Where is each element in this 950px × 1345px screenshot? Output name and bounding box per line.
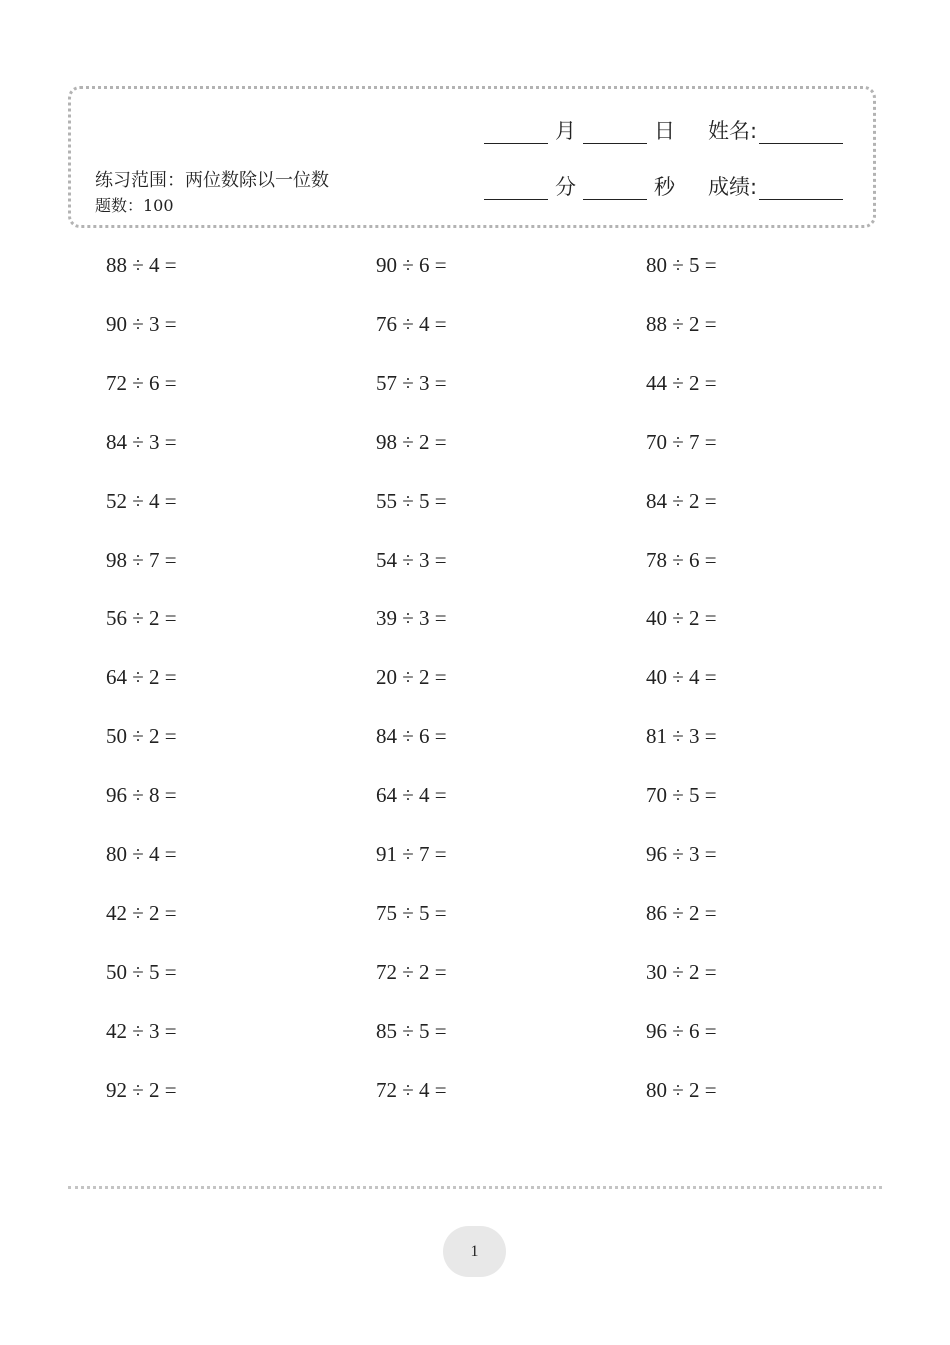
problem-item: 96 ÷ 8 = [106, 783, 177, 808]
minute-blank[interactable] [484, 177, 548, 200]
problem-item: 70 ÷ 5 = [646, 783, 717, 808]
month-blank[interactable] [484, 121, 548, 144]
problem-item: 98 ÷ 2 = [376, 429, 447, 454]
day-blank[interactable] [583, 121, 647, 144]
page-number-badge [443, 1226, 506, 1277]
count-label: 题数：100 [95, 196, 174, 215]
problem-item: 84 ÷ 6 = [376, 724, 447, 749]
problem-item: 80 ÷ 2 = [646, 1077, 717, 1102]
problem-item: 75 ÷ 5 = [376, 900, 447, 925]
problem-item: 85 ÷ 5 = [376, 1018, 447, 1043]
page-number: 1 [470, 1242, 479, 1260]
problem-item: 96 ÷ 6 = [646, 1018, 717, 1043]
score-blank[interactable] [759, 177, 843, 200]
problem-item: 88 ÷ 2 = [646, 311, 717, 336]
problem-item: 39 ÷ 3 = [376, 606, 447, 631]
footer-divider [68, 1186, 882, 1189]
score-label: 成绩: [708, 175, 758, 199]
problem-item: 81 ÷ 3 = [646, 724, 717, 749]
problem-item: 72 ÷ 4 = [376, 1077, 447, 1102]
problem-item: 91 ÷ 7 = [376, 842, 447, 866]
problem-item: 78 ÷ 6 = [646, 547, 717, 572]
second-blank[interactable] [583, 177, 647, 200]
problem-item: 90 ÷ 6 = [376, 253, 447, 277]
problem-item: 76 ÷ 4 = [376, 311, 447, 336]
problem-item: 80 ÷ 4 = [106, 842, 177, 866]
problem-item: 40 ÷ 4 = [646, 665, 717, 690]
problem-item: 30 ÷ 2 = [646, 959, 717, 984]
day-label: 日 [654, 119, 675, 143]
problem-item: 42 ÷ 3 = [106, 1018, 177, 1043]
date-name-row [484, 118, 843, 144]
problem-item: 70 ÷ 7 = [646, 429, 717, 454]
problem-item: 80 ÷ 5 = [646, 253, 717, 277]
problem-item: 64 ÷ 4 = [376, 783, 447, 808]
second-label: 秒 [654, 175, 675, 199]
problem-item: 64 ÷ 2 = [106, 665, 177, 690]
name-blank[interactable] [759, 121, 843, 144]
name-label: 姓名: [708, 119, 758, 143]
problem-item: 72 ÷ 6 = [106, 370, 177, 395]
problem-item: 57 ÷ 3 = [376, 370, 447, 395]
problem-item: 84 ÷ 2 = [646, 488, 717, 513]
problem-item: 98 ÷ 7 = [106, 547, 177, 572]
problem-item: 50 ÷ 5 = [106, 959, 177, 984]
problem-item: 40 ÷ 2 = [646, 606, 717, 631]
problem-item: 90 ÷ 3 = [106, 311, 177, 336]
problem-item: 55 ÷ 5 = [376, 488, 447, 513]
exercise-info [95, 168, 345, 218]
problem-item: 52 ÷ 4 = [106, 488, 177, 513]
month-label: 月 [555, 119, 576, 143]
problem-item: 72 ÷ 2 = [376, 959, 447, 984]
problem-item: 54 ÷ 3 = [376, 547, 447, 572]
problem-item: 42 ÷ 2 = [106, 900, 177, 925]
problem-item: 88 ÷ 4 = [106, 253, 177, 277]
problem-item: 50 ÷ 2 = [106, 724, 177, 749]
problem-item: 92 ÷ 2 = [106, 1077, 177, 1102]
problem-item: 96 ÷ 3 = [646, 842, 717, 866]
problem-item: 84 ÷ 3 = [106, 429, 177, 454]
problem-item: 56 ÷ 2 = [106, 606, 177, 631]
problem-item: 86 ÷ 2 = [646, 900, 717, 925]
minute-label: 分 [555, 175, 576, 199]
time-score-row [484, 174, 843, 200]
problem-item: 20 ÷ 2 = [376, 665, 447, 690]
problem-item: 44 ÷ 2 = [646, 370, 717, 395]
range-label: 练习范围：两位数除以一位数 [95, 170, 329, 191]
